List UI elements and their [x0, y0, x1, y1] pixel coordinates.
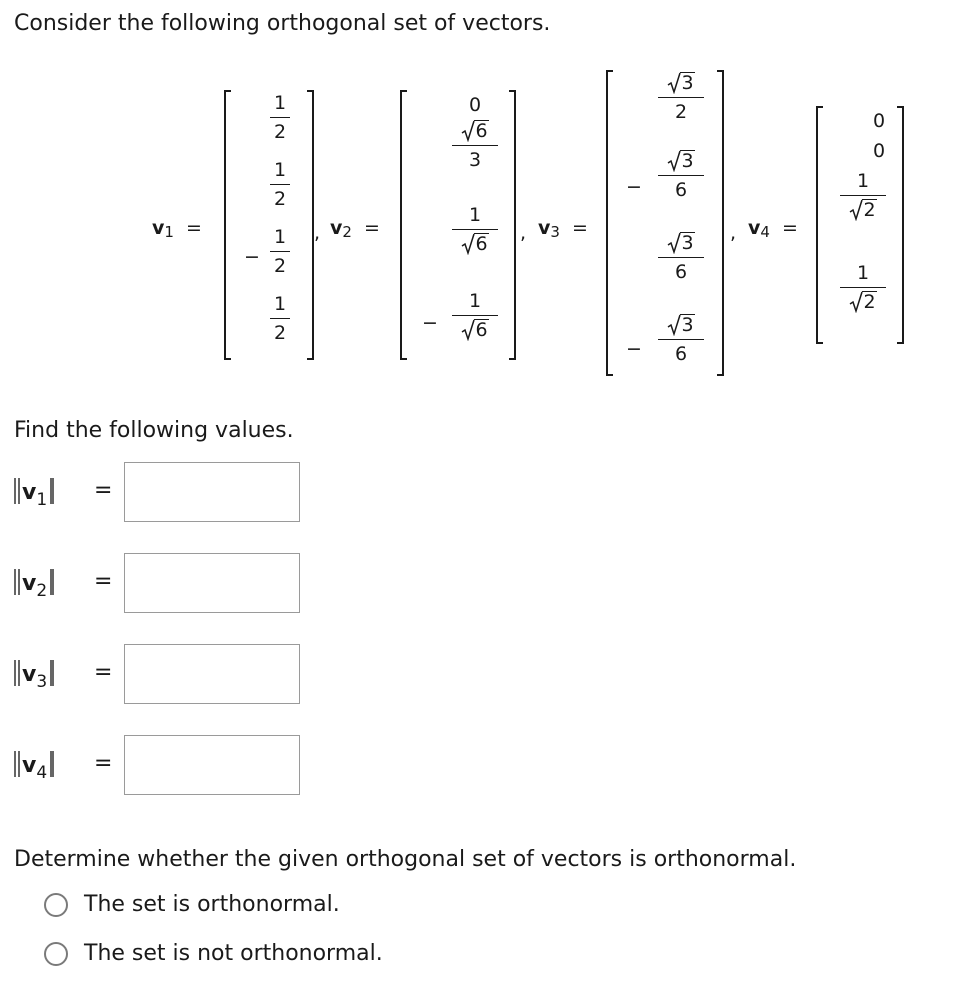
- v3-label: $v_3$ =: [538, 217, 588, 241]
- v4-label: $v_4$ =: [748, 217, 798, 241]
- v4-entry-4: 1 2: [840, 262, 886, 313]
- equals-sign: =: [94, 751, 113, 776]
- comma: ,: [314, 222, 321, 244]
- v3-entry-4-sign: −: [626, 338, 642, 360]
- norm-row-v4: [14, 735, 314, 797]
- v1-entry-1: 1 2: [270, 92, 290, 143]
- option-label: The set is not orthonormal.: [84, 941, 383, 966]
- v1-matrix: [224, 90, 314, 360]
- norm-label-v3: $v_3$: [14, 660, 56, 695]
- v4-matrix: [816, 106, 904, 344]
- v2-entry-3: 1 6: [452, 204, 498, 255]
- determine-prompt: Determine whether the given orthogonal set of vectors is orthonormal.: [14, 847, 797, 872]
- v3-matrix: [606, 70, 724, 376]
- norm-v1-input[interactable]: [124, 462, 300, 522]
- norm-label-v2: $v_2$: [14, 569, 56, 604]
- radio-button[interactable]: [44, 893, 68, 917]
- v4-entry-3: 1 2: [840, 170, 886, 221]
- v3-entry-3: 3 6: [658, 232, 704, 283]
- radio-button[interactable]: [44, 942, 68, 966]
- v2-entry-4: 1 6: [452, 290, 498, 341]
- norm-row-v1: [14, 462, 314, 524]
- norm-v4-input[interactable]: [124, 735, 300, 795]
- v1-entry-4: 1 2: [270, 293, 290, 344]
- intro-text: Consider the following orthogonal set of vectors.: [14, 11, 551, 36]
- norm-row-v3: [14, 644, 314, 706]
- v3-entry-4: 3 6: [658, 314, 704, 365]
- option-orthonormal[interactable]: [44, 890, 340, 920]
- norm-v2-input[interactable]: [124, 553, 300, 613]
- v2-entry-1: 0: [468, 94, 482, 116]
- v4-entry-2: 0: [872, 140, 886, 162]
- v4-entry-1: 0: [872, 110, 886, 132]
- v3-entry-1: 3 2: [658, 72, 704, 123]
- norm-label-v1: $v_1$: [14, 478, 56, 513]
- equals-sign: =: [94, 478, 113, 503]
- find-prompt: Find the following values.: [14, 418, 294, 443]
- v3-entry-2: 3 6: [658, 150, 704, 201]
- equals-sign: =: [94, 569, 113, 594]
- v2-entry-2: 6 3: [452, 120, 498, 171]
- norm-row-v2: [14, 553, 314, 615]
- v1-entry-2: 1 2: [270, 159, 290, 210]
- v2-matrix: [400, 90, 516, 360]
- norm-v3-input[interactable]: [124, 644, 300, 704]
- comma: ,: [520, 222, 527, 244]
- v3-entry-2-sign: −: [626, 176, 642, 198]
- v2-entry-4-sign: −: [422, 312, 438, 334]
- option-not-orthonormal[interactable]: [44, 939, 383, 969]
- v1-entry-3: 1 2: [270, 226, 290, 277]
- option-label: The set is orthonormal.: [84, 892, 340, 917]
- comma: ,: [730, 222, 737, 244]
- norm-label-v4: $v_4$: [14, 751, 56, 786]
- v1-entry-3-sign: −: [244, 246, 260, 268]
- equals-sign: =: [94, 660, 113, 685]
- v1-label: $v_1$ =: [152, 217, 202, 241]
- v2-label: $v_2$ =: [330, 217, 380, 241]
- vector-set: [0, 66, 967, 396]
